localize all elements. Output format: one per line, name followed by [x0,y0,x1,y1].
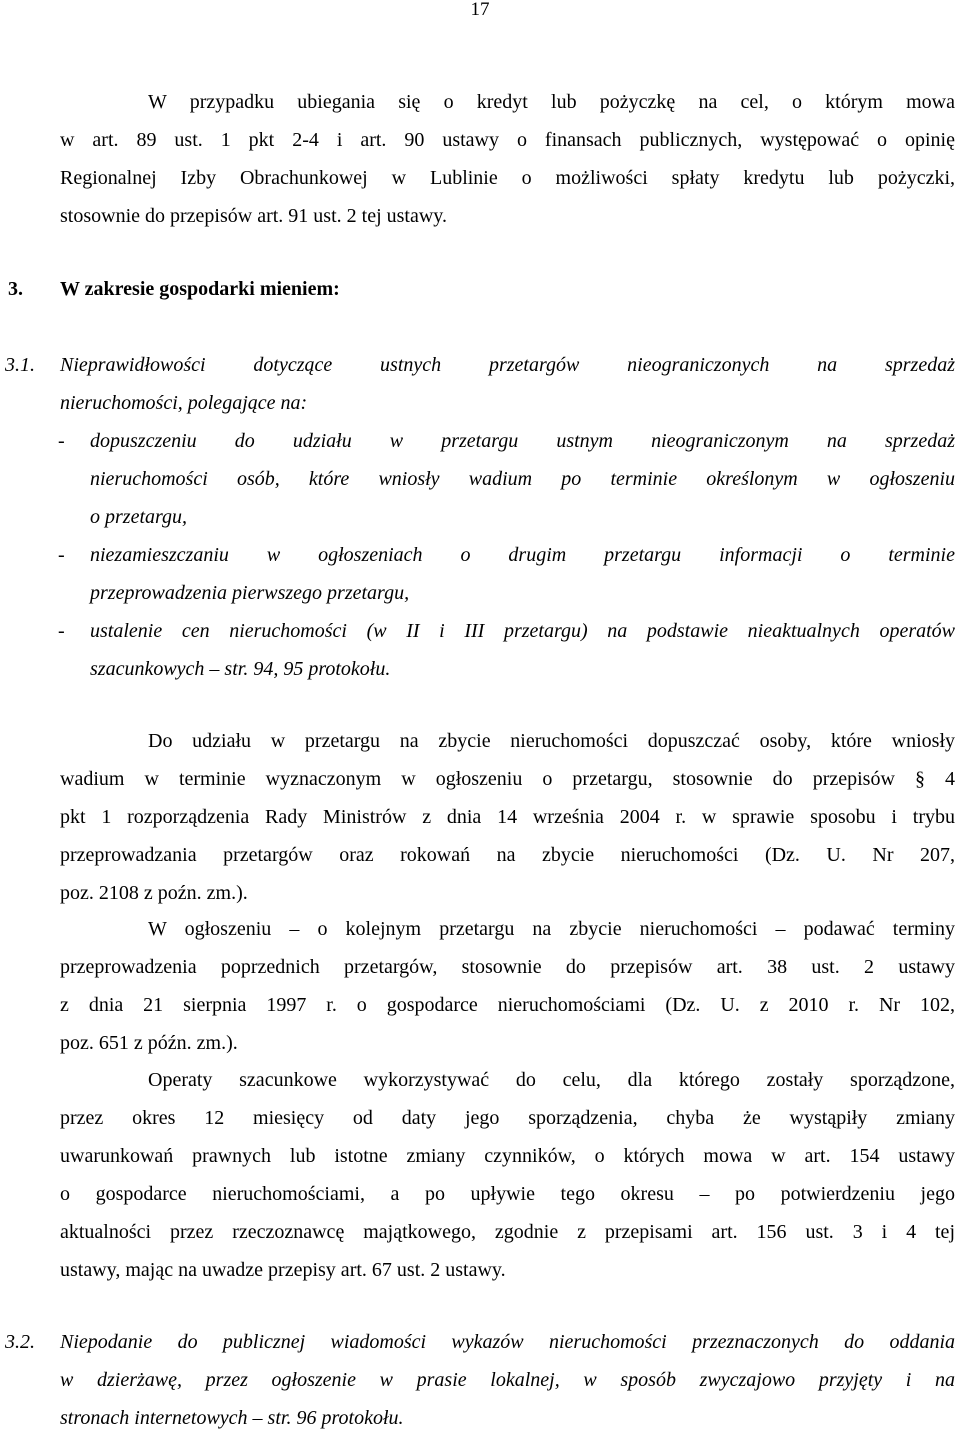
text-line: przeprowadzenia poprzednich przetargów, stosownie do przepisów art. 38 ust. 2 ustawy [60,956,955,978]
text-line: Do udziału w przetargu na zbycie nieruchomości dopuszczać osoby, które wniosły [148,730,955,752]
text-line: dopuszczeniu do udziału w przetargu ustnym nieograniczonym na sprzedaż [90,430,955,452]
paragraph-credit-opinion [60,83,955,235]
text-line: Regionalnej Izby Obrachunkowej w Lublinie o możliwości spłaty kredytu lub pożyczki, [60,167,955,189]
text-line: poz. 651 z późn. zm.). [60,1032,238,1054]
recommendation-paragraph [60,910,955,1062]
text-line: w art. 89 ust. 1 pkt 2-4 i art. 90 ustawy o finansach publicznych, występować o opinię [60,129,955,151]
text-line: o gospodarce nieruchomościami, a po upływie tego okresu – po potwierdzeniu jego [60,1183,955,1205]
text-line: wadium w terminie wyznaczonym w ogłoszeniu o przetargu, stosownie do przepisów § 4 [60,768,955,790]
text-line: stronach internetowych – str. 96 protokołu. [60,1407,404,1429]
section-title: W zakresie gospodarki mieniem: [60,278,340,300]
text-line: pkt 1 rozporządzenia Rady Ministrów z dnia 14 września 2004 r. w sprawie sposobu i trybu [60,806,955,828]
list-item [60,422,955,536]
recommendation-paragraph [60,1061,955,1289]
text-line: z dnia 21 sierpnia 1997 r. o gospodarce nieruchomościami (Dz. U. z 2010 r. Nr 102, [60,994,955,1016]
text-line: niezamieszczaniu w ogłoszeniach o drugim przetargu informacji o terminie [90,544,955,566]
text-line: aktualności przez rzeczoznawcę majątkowego, zgodnie z przepisami art. 156 ust. 3 i 4 tej [60,1221,955,1243]
subsection-number: 3.1. [5,354,35,376]
text-line: w dzierżawę, przez ogłoszenie w prasie lokalnej, w sposób zwyczajowo przyjęty i na [60,1369,955,1391]
text-line: Operaty szacunkowe wykorzystywać do celu, dla którego zostały sporządzone, [148,1069,955,1091]
text-line: przez okres 12 miesięcy od daty jego sporządzenia, chyba że wystąpiły zmiany [60,1107,955,1129]
list-dash: - [58,544,65,566]
text-line: ustalenie cen nieruchomości (w II i III przetargu) na podstawie nieaktualnych operatów [90,620,955,642]
list-item [60,612,955,688]
list-dash: - [58,430,65,452]
text-line: Niepodanie do publicznej wiadomości wykazów nieruchomości przeznaczonych do oddania [60,1331,955,1353]
section-number: 3. [8,278,23,300]
text-line: nieruchomości, polegające na: [60,392,308,414]
text-line: W ogłoszeniu – o kolejnym przetargu na zbycie nieruchomości – podawać terminy [148,918,955,940]
text-line: uwarunkowań prawnych lub istotne zmiany czynników, o których mowa w art. 154 ustawy [60,1145,955,1167]
list-dash: - [58,620,65,642]
page-number: 17 [470,0,490,20]
text-line: przeprowadzenia pierwszego przetargu, [90,582,410,604]
text-line: o przetargu, [90,506,188,528]
text-line: szacunkowych – str. 94, 95 protokołu. [90,658,391,680]
text-line: Nieprawidłowości dotyczące ustnych przetargów nieograniczonych na sprzedaż [60,354,955,376]
list-item [60,536,955,612]
text-line: stosownie do przepisów art. 91 ust. 2 tej ustawy. [60,205,447,227]
text-line: ustawy, mając na uwadze przepisy art. 67 ust. 2 ustawy. [60,1259,506,1281]
text-line: nieruchomości osób, które wniosły wadium po terminie określonym w ogłoszeniu [90,468,955,490]
text-line: poz. 2108 z poźn. zm.). [60,882,248,904]
subsection-number: 3.2. [5,1331,35,1353]
recommendation-paragraph [60,722,955,912]
text-line: W przypadku ubiegania się o kredyt lub pożyczkę na cel, o którym mowa [148,91,955,113]
text-line: przeprowadzania przetargów oraz rokowań na zbycie nieruchomości (Dz. U. Nr 207, [60,844,955,866]
